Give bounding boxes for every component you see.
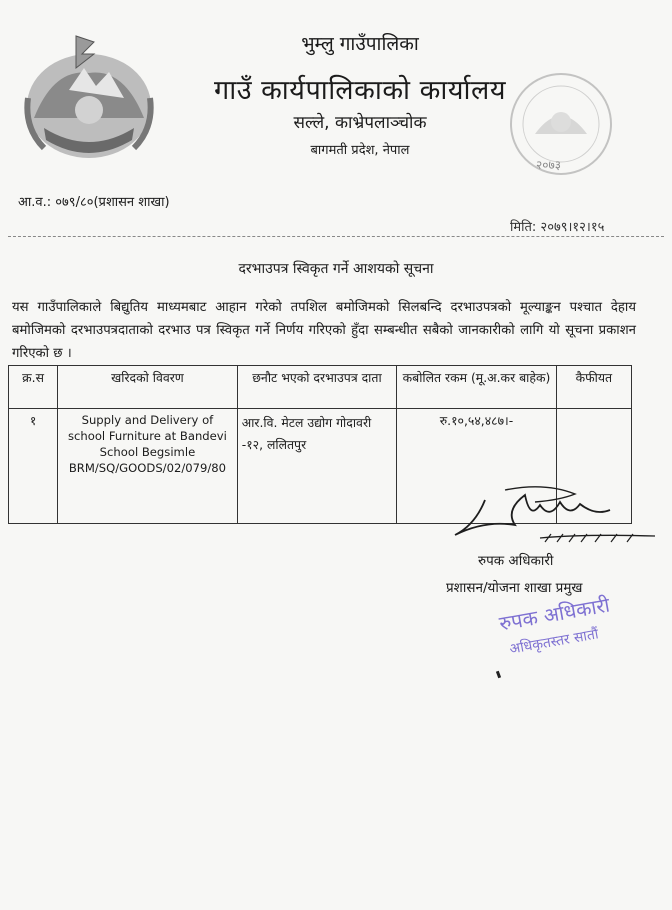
header-sn: क्र.स xyxy=(9,366,58,409)
municipality-name: भुम्लु गाउँपालिका xyxy=(301,33,419,55)
province-name: बागमती प्रदेश, नेपाल xyxy=(310,143,410,158)
notice-date: मिति: २०७९।१२।१५ xyxy=(510,220,605,235)
header-remarks: कैफीयत xyxy=(556,366,631,409)
nepal-emblem-icon xyxy=(14,28,164,168)
cell-sn: १ xyxy=(9,409,58,524)
notice-subject: दरभाउपत्र स्विकृत गर्ने आशयको सूचना xyxy=(238,261,434,277)
table-header-row xyxy=(9,366,632,409)
cell-amount: रु.१०,५४,४८७।- xyxy=(397,409,557,524)
signatory-name: रुपक अधिकारी xyxy=(478,553,554,569)
fiscal-year: आ.व.: ०७९/८०(प्रशासन शाखा) xyxy=(18,195,170,210)
office-address: सल्ले, काभ्रेपलाञ्चोक xyxy=(293,113,427,133)
header-bidder: छनौट भएको दरभाउपत्र दाता xyxy=(237,366,397,409)
seal-name: रुपक अधिकारी xyxy=(497,592,612,636)
header-amount: कबोलित रकम (मू.अ.कर बाहेक) xyxy=(397,366,557,409)
tick-mark xyxy=(496,671,501,679)
signature-icon xyxy=(445,480,665,560)
dashed-divider xyxy=(8,236,664,237)
signatory-title: प्रशासन/योजना शाखा प्रमुख xyxy=(446,580,583,596)
cell-bidder: आर.वि. मेटल उद्योग गोदावरी -१२, ललितपुर xyxy=(237,409,397,524)
seal-title: अधिकृतस्तर सातौं xyxy=(508,626,600,658)
stamp-year: २०७३ xyxy=(536,158,561,172)
notice-body: यस गाउँपालिकाले बिद्युतिय माध्यमबाट आहान गरेको तपशिल बमोजिमको सिलबन्दि दरभाउपत्रको मूल्याङ्कन पश्चात देहाय बमोजिमको दरभाउपत्रदाताको दरभाउ पत्र स्विकृत गर्ने निर्णय गरिएको हुँदा सम्बन्धीत सबैको जानकारीको लागि यो सूचना प्रकाशन गरिएको छ । xyxy=(12,300,636,361)
office-name: गाउँ कार्यपालिकाको कार्यालय xyxy=(214,75,506,106)
municipality-stamp-icon xyxy=(505,68,617,180)
header-description: खरिदको विवरण xyxy=(58,366,238,409)
cell-description: Supply and Delivery of school Furniture at Bandevi School Begsimle BRM/SQ/GOODS/02/079/80 xyxy=(58,409,238,524)
